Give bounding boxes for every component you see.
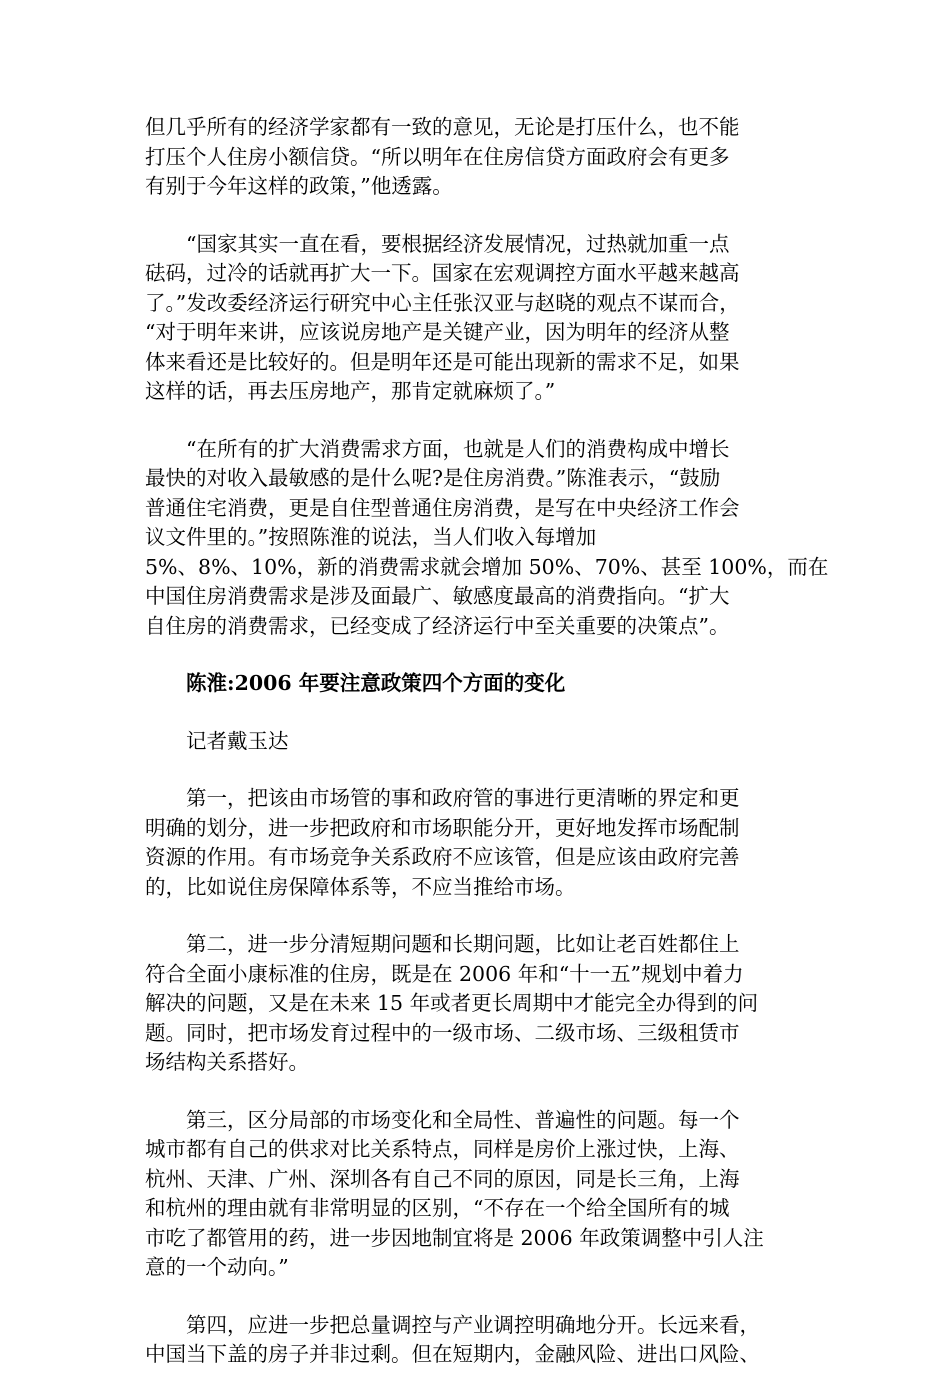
text-line: 有别于今年这样的政策，”他透露。 [145,174,453,198]
text-line: 议文件里的。”按照陈淮的说法，当人们收入每增加 [145,525,597,549]
paragraph [145,230,807,407]
section-heading [145,669,807,699]
text-line: 和杭州的理由就有非常明显的区别，“不存在一个给全国所有的城 [145,1196,730,1220]
text-line: 但几乎所有的经济学家都有一致的意见，无论是打压什么，也不能 [145,115,740,139]
text-line: 第四，应进一步把总量调控与产业调控明确地分开。长远来看， [186,1312,760,1337]
text-line: 第一，把该由市场管的事和政府管的事进行更清晰的界定和更 [186,786,740,810]
text-line: 了。”发改委经济运行研究中心主任张汉亚与赵晓的观点不谋而合， [145,290,740,315]
text-line: 的，比如说住房保障体系等，不应当推给市场。 [145,874,576,899]
text-line: 场结构关系搭好。 [145,1050,309,1074]
text-line: “对于明年来讲，应该说房地产是关键产业，因为明年的经济从整 [145,320,730,344]
text-line: 5%、8%、10%，新的消费需求就会增加 50%、70%、甚至 100%，而在 [145,554,829,579]
text-line: 中国住房消费需求是涉及面最广、敏感度最高的消费指向。“扩大 [145,584,730,608]
text-line: 城市都有自己的供求对比关系特点，同样是房价上涨过快，上海、 [145,1137,740,1161]
text-line: 普通住宅消费，更是自住型普通住房消费，是写在中央经济工作会 [145,495,740,520]
text-line: 市吃了都管用的药，进一步因地制宜将是 2006 年政策调整中引人注 [145,1225,764,1250]
text-line: 打压个人住房小额信贷。“所以明年在住房信贷方面政府会有更多 [145,144,730,169]
text-line: 解决的问题，又是在未来 15 年或者更长周期中才能完全办得到的问 [145,991,759,1015]
text-line: 这样的话，再去压房地产，那肯定就麻烦了。” [145,379,556,403]
text-line: 中国当下盖的房子并非过剩。但在短期内，金融风险、进出口风险、 [145,1342,760,1366]
text-line: 陈淮:2006 年要注意政策四个方面的变化 [186,671,566,695]
text-line: “在所有的扩大消费需求方面，也就是人们的消费构成中增长 [186,436,730,461]
text-line: 自住房的消费需求，已经变成了经济运行中至关重要的决策点”。 [145,613,730,638]
text-line: 符合全面小康标准的住房，既是在 2006 年和“十一五”规划中着力 [145,961,744,986]
text-line: 明确的划分，进一步把政府和市场职能分开，更好地发挥市场配制 [145,815,740,840]
text-line: 最快的对收入最敏感的是什么呢?是住房消费。”陈淮表示，“鼓励 [145,466,721,490]
text-line: 记者戴玉达 [186,728,289,753]
text-line: 题。同时，把市场发育过程中的一级市场、二级市场、三级租赁市 [145,1020,740,1045]
paragraph [145,1311,807,1370]
text-line: 第三，区分局部的市场变化和全局性、普遍性的问题。每一个 [186,1107,740,1132]
text-line: 第二，进一步分清短期问题和长期问题，比如让老百姓都住上 [186,932,740,956]
paragraph [145,435,829,642]
text-line: 体来看还是比较好的。但是明年还是可能出现新的需求不足，如果 [145,349,740,374]
text-line: 砝码，过冷的话就再扩大一下。国家在宏观调控方面水平越来越高 [145,261,740,285]
document-page [145,113,829,1398]
text-line: 意的一个动向。” [145,1255,289,1279]
text-line: “国家其实一直在看，要根据经济发展情况，过热就加重一点 [186,231,730,256]
paragraph [145,113,807,202]
text-line: 杭州、天津、广州、深圳各有自己不同的原因，同是长三角，上海 [145,1166,740,1191]
text-line: 资源的作用。有市场竞争关系政府不应该管，但是应该由政府完善 [145,845,740,869]
paragraph [145,784,807,902]
paragraph [145,930,807,1078]
paragraph [145,727,807,757]
paragraph [145,1106,807,1283]
